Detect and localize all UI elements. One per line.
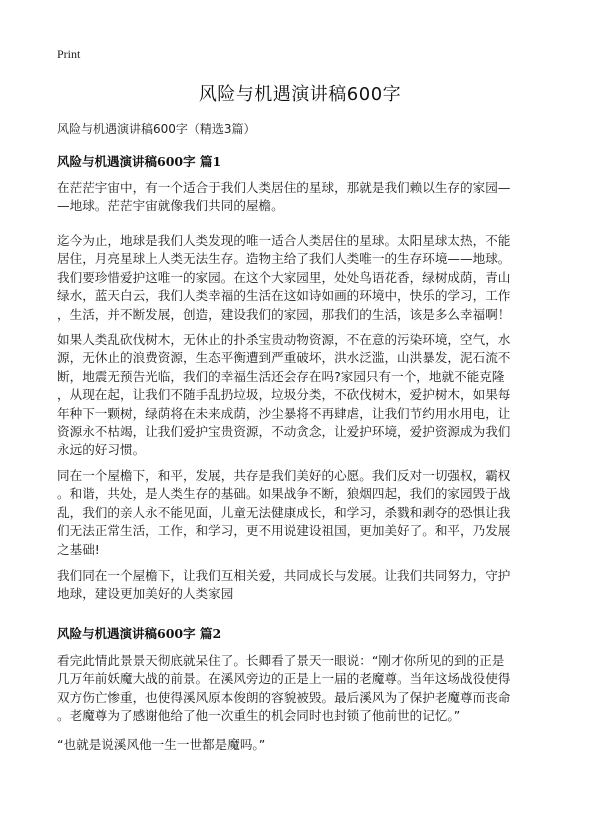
article-2-paragraph-2 [57, 736, 543, 754]
text-line: “也就是说溪风他一生一世都是魔吗。” [57, 737, 266, 752]
text-line: 如果人类乱砍伐树木，无休止的扑杀宝贵动物资源，不在意的污染环境，空气，水 [57, 332, 511, 347]
text-line: 同在一个屋檐下，和平，发展，共存是我们美好的心愿。我们反对一切强权，霸权 [57, 468, 511, 483]
text-line: 。和谐，共处，是人类生存的基础。如果战争不断，狼烟四起，我们的家园毁于战 [57, 486, 511, 502]
text-line: 在茫茫宇宙中，有一个适合于我们人类居住的星球，那就是我们赖以生存的家园— [57, 180, 511, 195]
text-line: 地球，建设更加美好的人类家园 [57, 586, 234, 602]
text-line: 之基础! [57, 541, 100, 557]
article-1-heading: 风险与机遇演讲稿600字 篇1 [57, 154, 222, 169]
text-line: 年种下一颗树，绿荫将在未来成荫，沙尘暴将不再肆虐，让我们节约用水用电，让 [57, 405, 511, 421]
text-line: 乱，我们的亲人永不能见面，儿童无法健康成长，和学习，杀戮和剥夺的恐惧让我 [57, 504, 511, 520]
text-line: 我们要珍惜爱护这唯一的家园。在这个大家园里，处处鸟语花香，绿树成荫，青山 [57, 269, 511, 285]
text-line: 居住，月亮星球上人类无法生存。造物主给了我们人类唯一的生存环境——地球。 [57, 251, 511, 267]
article-1-paragraph-1 [57, 179, 543, 216]
page-subtitle: 风险与机遇演讲稿600字（精选3篇） [57, 122, 256, 136]
text-line: 双方伤亡惨重，也使得溪风原本俊朗的容貌被毁。最后溪风为了保护老魔尊而丧命 [57, 689, 511, 705]
text-line: ，生活，并不断发展，创造，建设我们的家园，那我们的生活，该是多么幸福啊！ [57, 306, 511, 322]
text-line: 我们同在一个屋檐下，让我们互相关爱，共同成长与发展。让我们共同努力，守护 [57, 568, 511, 583]
text-line: 断，地震无预告光临，我们的幸福生活还会存在吗?家园只有一个，地就不能克隆 [57, 368, 505, 384]
text-line: 迄今为止，地球是我们人类发现的唯一适合人类居住的星球。太阳星球太热，不能 [57, 233, 511, 248]
article-1-paragraph-4 [57, 467, 543, 559]
text-line: 绿水，蓝天白云，我们人类幸福的生活在这如诗如画的环境中，快乐的学习，工作 [57, 288, 511, 304]
text-line: —地球。茫茫宇宙就像我们共同的屋檐。 [57, 198, 284, 214]
article-1-paragraph-2 [57, 232, 543, 324]
page-title: 风险与机遇演讲稿600字 [198, 84, 402, 105]
text-line: ，从现在起，让我们不随手乱扔垃圾，垃圾分类，不砍伐树木，爱护树木，如果每 [57, 387, 511, 403]
article-1-paragraph-3 [57, 331, 543, 460]
text-line: 看完此情此景景天彻底就呆住了。长卿看了景天一眼说：“刚才你所见的到的正是 [57, 653, 505, 668]
text-line: 。老魔尊为了感谢他给了他一次重生的机会同时也封锁了他前世的记忆。” [57, 708, 461, 724]
article-2-heading: 风险与机遇演讲稿600字 篇2 [57, 626, 222, 641]
text-line: 资源永不枯竭，让我们爱护宝贵资源，不动贪念，让爱护环境，爱护资源成为我们 [57, 424, 511, 440]
print-link[interactable]: Print [57, 47, 81, 61]
article-2-paragraph-1 [57, 652, 543, 726]
text-line: 们无法正常生活，工作，和学习，更不用说建设祖国，更加美好了。和平，乃发展 [57, 523, 511, 539]
article-1-paragraph-5 [57, 567, 543, 604]
text-line: 源，无休止的浪费资源，生态平衡遭到严重破坏，洪水泛滥，山洪暴发，泥石流不 [57, 350, 511, 366]
text-line: 几万年前妖魔大战的前景。在溪风旁边的正是上一届的老魔尊。当年这场战役使得 [57, 671, 511, 687]
text-line: 永远的好习惯。 [57, 442, 146, 458]
